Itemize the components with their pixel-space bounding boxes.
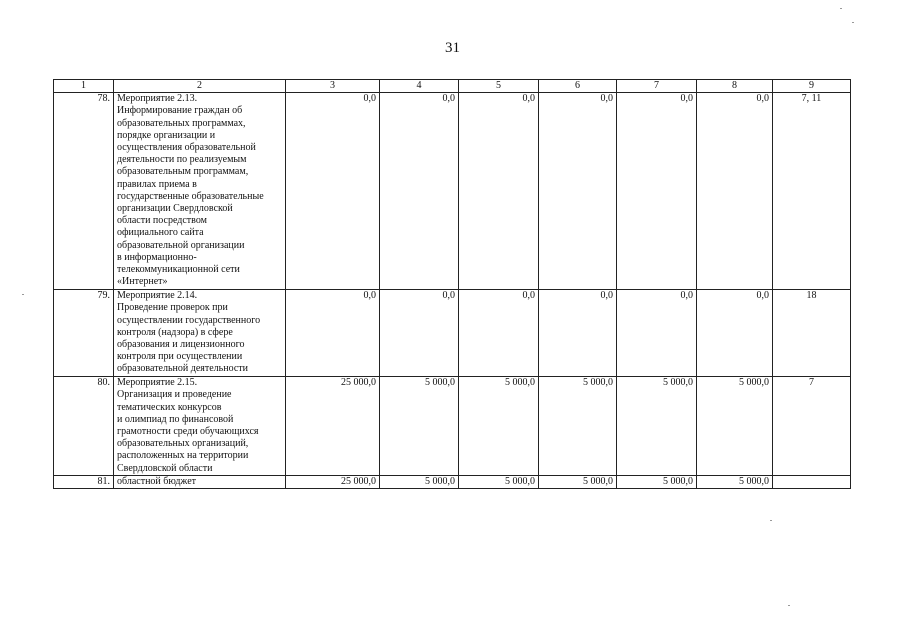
description-line: грамотности среди обучающихся: [117, 426, 259, 438]
row-number: 78.: [54, 93, 114, 290]
page-number: 31: [445, 40, 460, 56]
value-cell: 0,0: [697, 93, 773, 290]
header-cell: 9: [773, 80, 851, 93]
description-line: образовательной организации: [117, 239, 245, 251]
target-cell: [773, 476, 851, 489]
description-line: Мероприятие 2.14.: [117, 290, 198, 302]
description-line: Мероприятие 2.15.: [117, 377, 198, 389]
value-cell: 5 000,0: [459, 377, 539, 476]
description-line: осуществлении государственного: [117, 314, 261, 326]
description-line: «Интернет»: [117, 276, 168, 288]
description-line: образовательным программам,: [117, 166, 249, 178]
description-line: Информирование граждан об: [117, 105, 243, 117]
value-cell: 0,0: [617, 93, 697, 290]
table-header-row: [54, 80, 851, 93]
scan-speck: [22, 294, 24, 295]
value-cell: 0,0: [539, 290, 617, 377]
table-row: [54, 93, 851, 290]
description-line: государственные образовательные: [117, 190, 264, 202]
description-line: образовательных организаций,: [117, 438, 249, 450]
description-line: организации Свердловской: [117, 203, 233, 215]
description-line: областной бюджет: [117, 476, 197, 488]
scan-speck: [770, 520, 772, 521]
description-line: контроля при осуществлении: [117, 351, 243, 363]
program-table: [53, 79, 851, 489]
description-line: контроля (надзора) в сфере: [117, 326, 233, 338]
description-line: правилах приема в: [117, 178, 197, 190]
value-cell: 0,0: [380, 290, 459, 377]
description-line: образования и лицензионного: [117, 339, 245, 351]
description-line: Проведение проверок при: [117, 302, 228, 314]
description-line: области посредством: [117, 215, 207, 227]
value-cell: 25 000,0: [286, 377, 380, 476]
table-row: [54, 290, 851, 377]
header-cell: 1: [54, 80, 114, 93]
target-cell: 7, 11: [773, 93, 851, 290]
header-cell: 2: [114, 80, 286, 93]
header-cell: 6: [539, 80, 617, 93]
row-number: 79.: [54, 290, 114, 377]
description-line: Мероприятие 2.13.: [117, 93, 198, 105]
value-cell: 5 000,0: [697, 377, 773, 476]
value-cell: 0,0: [286, 93, 380, 290]
value-cell: 0,0: [286, 290, 380, 377]
description-line: порядке организации и: [117, 129, 216, 141]
description-line: Организация и проведение: [117, 389, 232, 401]
value-cell: 0,0: [380, 93, 459, 290]
description-line: тематических конкурсов: [117, 401, 222, 413]
value-cell: 0,0: [459, 93, 539, 290]
row-description: [114, 476, 286, 489]
row-description: [114, 93, 286, 290]
row-description: [114, 290, 286, 377]
scan-speck: [840, 8, 842, 9]
header-cell: 3: [286, 80, 380, 93]
description-line: образовательных программах,: [117, 117, 246, 129]
value-cell: 25 000,0: [286, 476, 380, 489]
header-cell: 7: [617, 80, 697, 93]
target-cell: 7: [773, 377, 851, 476]
description-line: образовательной деятельности: [117, 363, 248, 375]
value-cell: 0,0: [697, 290, 773, 377]
header-cell: 4: [380, 80, 459, 93]
value-cell: 5 000,0: [539, 377, 617, 476]
value-cell: 0,0: [459, 290, 539, 377]
value-cell: 5 000,0: [617, 476, 697, 489]
value-cell: 5 000,0: [697, 476, 773, 489]
table-row: [54, 476, 851, 489]
description-line: телекоммуникационной сети: [117, 264, 240, 276]
description-line: осуществления образовательной: [117, 142, 256, 154]
row-number: 80.: [54, 377, 114, 476]
value-cell: 5 000,0: [459, 476, 539, 489]
description-line: расположенных на территории: [117, 450, 249, 462]
value-cell: 5 000,0: [617, 377, 697, 476]
value-cell: 0,0: [539, 93, 617, 290]
header-cell: 8: [697, 80, 773, 93]
scan-speck: [852, 22, 854, 23]
value-cell: 5 000,0: [539, 476, 617, 489]
target-cell: 18: [773, 290, 851, 377]
description-line: и олимпиад по финансовой: [117, 413, 234, 425]
table-row: [54, 377, 851, 476]
row-number: 81.: [54, 476, 114, 489]
value-cell: 5 000,0: [380, 377, 459, 476]
header-cell: 5: [459, 80, 539, 93]
scan-speck: [788, 605, 790, 606]
description-line: деятельности по реализуемым: [117, 154, 247, 166]
description-line: официального сайта: [117, 227, 204, 239]
value-cell: 0,0: [617, 290, 697, 377]
description-line: в информационно-: [117, 251, 197, 263]
value-cell: 5 000,0: [380, 476, 459, 489]
description-line: Свердловской области: [117, 462, 213, 474]
row-description: [114, 377, 286, 476]
